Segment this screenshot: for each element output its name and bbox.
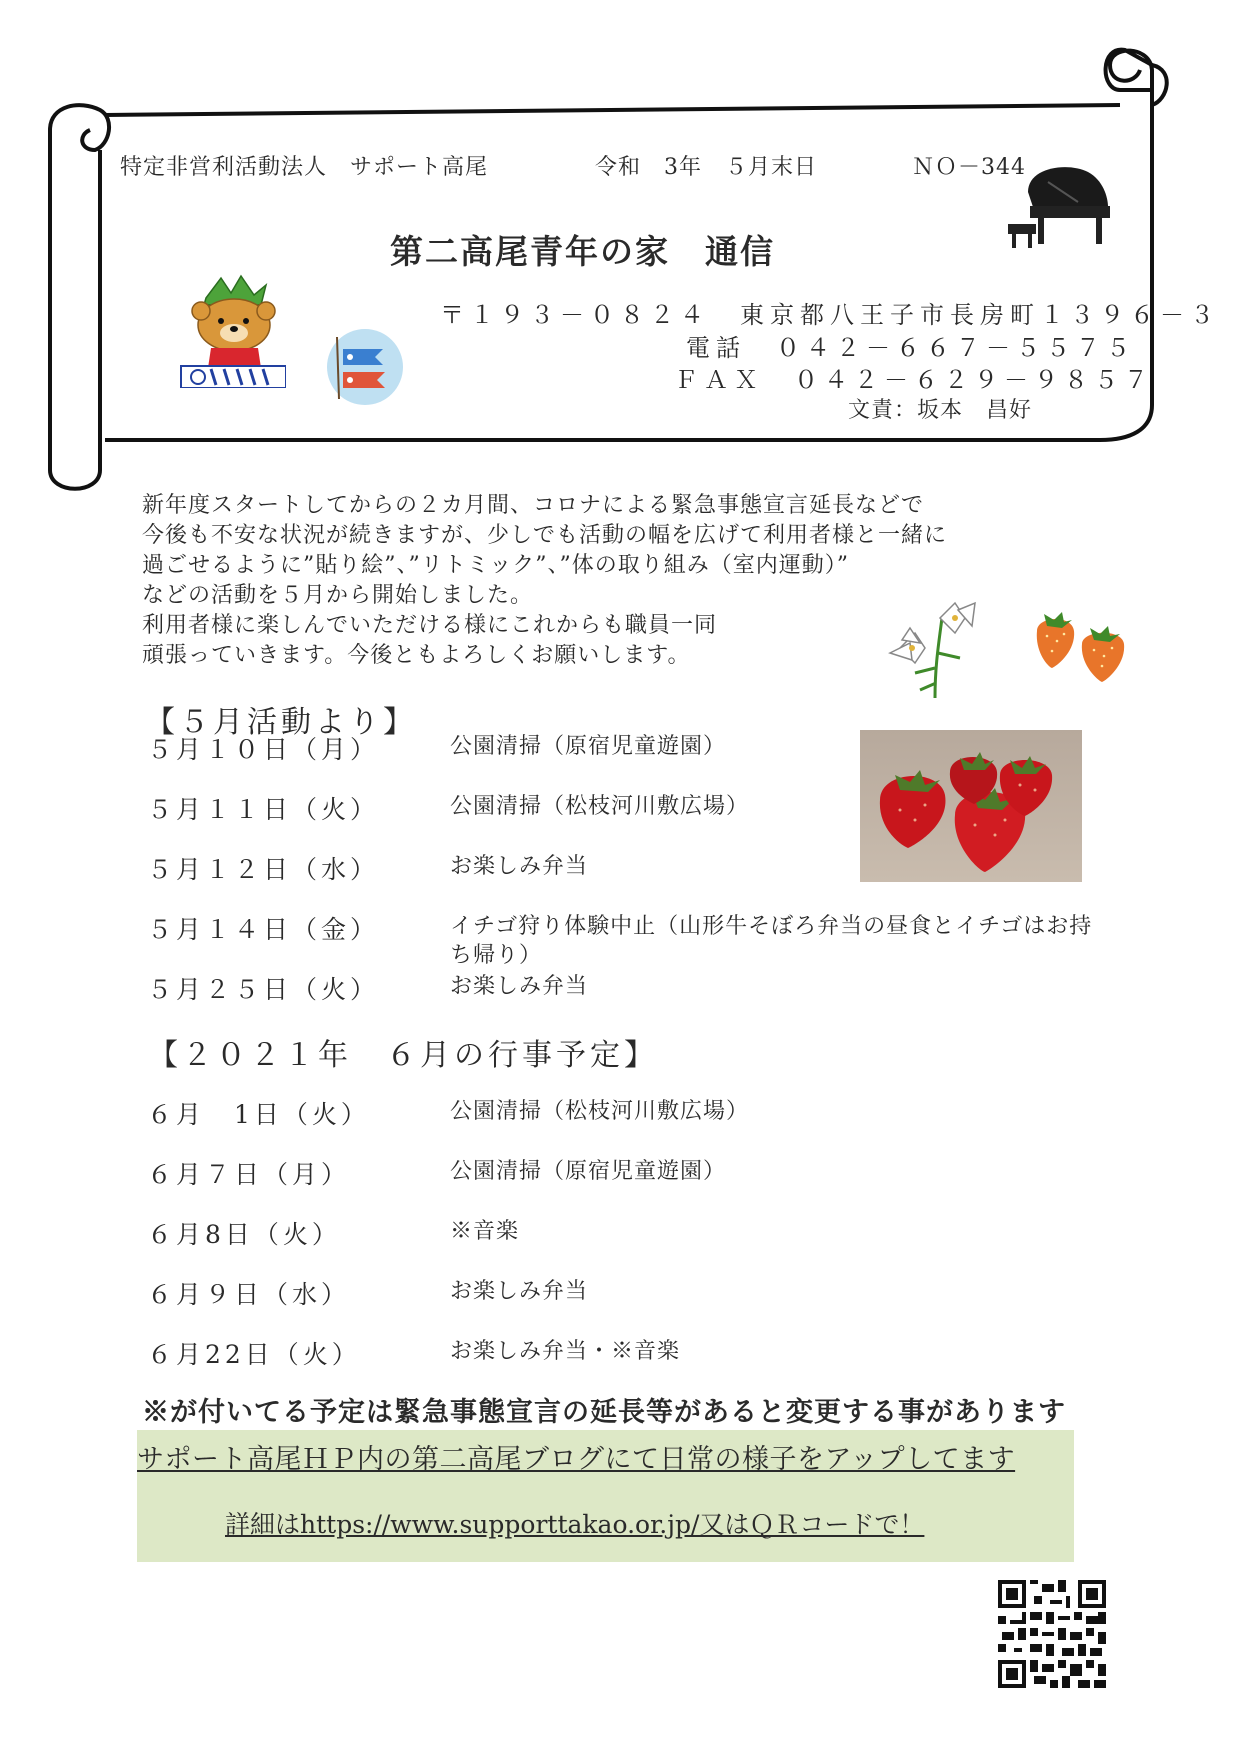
intro-line: 新年度スタートしてからの２カ月間、コロナによる緊急事態宣言延長などで (142, 493, 925, 518)
event-date: ５月１４日（金） (147, 915, 380, 944)
event-description: イチゴ狩り体験中止（山形牛そぼろ弁当の昼食とイチゴはお持ち帰り） (450, 914, 1093, 968)
issue-date: 令和 3年 ５月末日 (595, 155, 817, 180)
event-description: 公園清掃（原宿児童遊園） (450, 734, 727, 759)
lily-icon (880, 598, 990, 702)
event-description: お楽しみ弁当・※音楽 (450, 1339, 681, 1364)
event-description: お楽しみ弁当 (450, 1279, 589, 1304)
event-date: ６月8日（火） (147, 1220, 341, 1249)
intro-line: などの活動を５月から開始しました。 (142, 583, 534, 608)
event-date: ６月22日（火） (147, 1340, 361, 1369)
author: 文責：坂本 昌好 (848, 398, 1033, 423)
page-title: 第二高尾青年の家 通信 (390, 232, 775, 271)
qr-code-icon[interactable] (998, 1580, 1106, 1688)
website-link[interactable]: 詳細はhttps://www.supporttakao.or.jp/又はＱＲコードで！ (225, 1510, 925, 1539)
intro-paragraph (142, 491, 947, 671)
bear-mascot-icon (176, 273, 286, 388)
schedule-change-notice: ※が付いてる予定は緊急事態宣言の延長等があると変更する事があります (142, 1397, 1066, 1428)
event-date: ５月１０日（月） (147, 735, 380, 764)
koinobori-icon (325, 327, 405, 407)
may-activities-heading: 【５月活動より】 (145, 705, 417, 740)
intro-line: 頑張っていきます。今後ともよろしくお願いします。 (142, 643, 691, 668)
strawberry-photo (860, 730, 1082, 882)
intro-line: 今後も不安な状況が続きますが、少しでも活動の幅を広げて利用者様と一緒に (142, 523, 948, 548)
event-date: ６月 1日（火） (147, 1100, 370, 1129)
june-schedule-heading: 【２０２１年 ６月の行事予定】 (148, 1038, 658, 1073)
fax-number: ＦＡＸ ０４２－６２９－９８５７ (674, 366, 1154, 394)
event-description: 公園清掃（松枝河川敷広場） (450, 1099, 750, 1124)
intro-line: 過ごせるように”貼り絵”、”リトミック”、”体の取り組み（室内運動）” (142, 553, 850, 578)
event-description: 公園清掃（原宿児童遊園） (450, 1159, 727, 1184)
event-description: ※音楽 (450, 1219, 520, 1244)
event-date: ６月７日（月） (147, 1160, 351, 1189)
intro-line: 利用者様に楽しんでいただける様にこれからも職員一同 (142, 613, 718, 638)
piano-icon (1008, 162, 1118, 254)
event-date: ５月２５日（火） (147, 975, 380, 1004)
org-name: 特定非営利活動法人 サポート高尾 (120, 155, 489, 180)
phone-number: 電話 ０４２－６６７－５５７５ (686, 334, 1136, 362)
event-date: ６月９日（水） (147, 1280, 351, 1309)
strawberries-icon (1032, 606, 1132, 686)
issue-number: ＮＯ－344 (912, 155, 1026, 180)
event-date: ５月１２日（水） (147, 855, 380, 884)
blog-link[interactable]: サポート高尾ＨＰ内の第二高尾ブログにて日常の様子をアップしてます (137, 1444, 1016, 1475)
event-description: 公園清掃（松枝河川敷広場） (450, 794, 750, 819)
postal-address: 〒１９３－０８２４ 東京都八王子市長房町１３９６－３ (440, 301, 1220, 329)
event-date: ５月１１日（火） (147, 795, 380, 824)
event-description: お楽しみ弁当 (450, 974, 589, 999)
event-description: お楽しみ弁当 (450, 854, 589, 879)
